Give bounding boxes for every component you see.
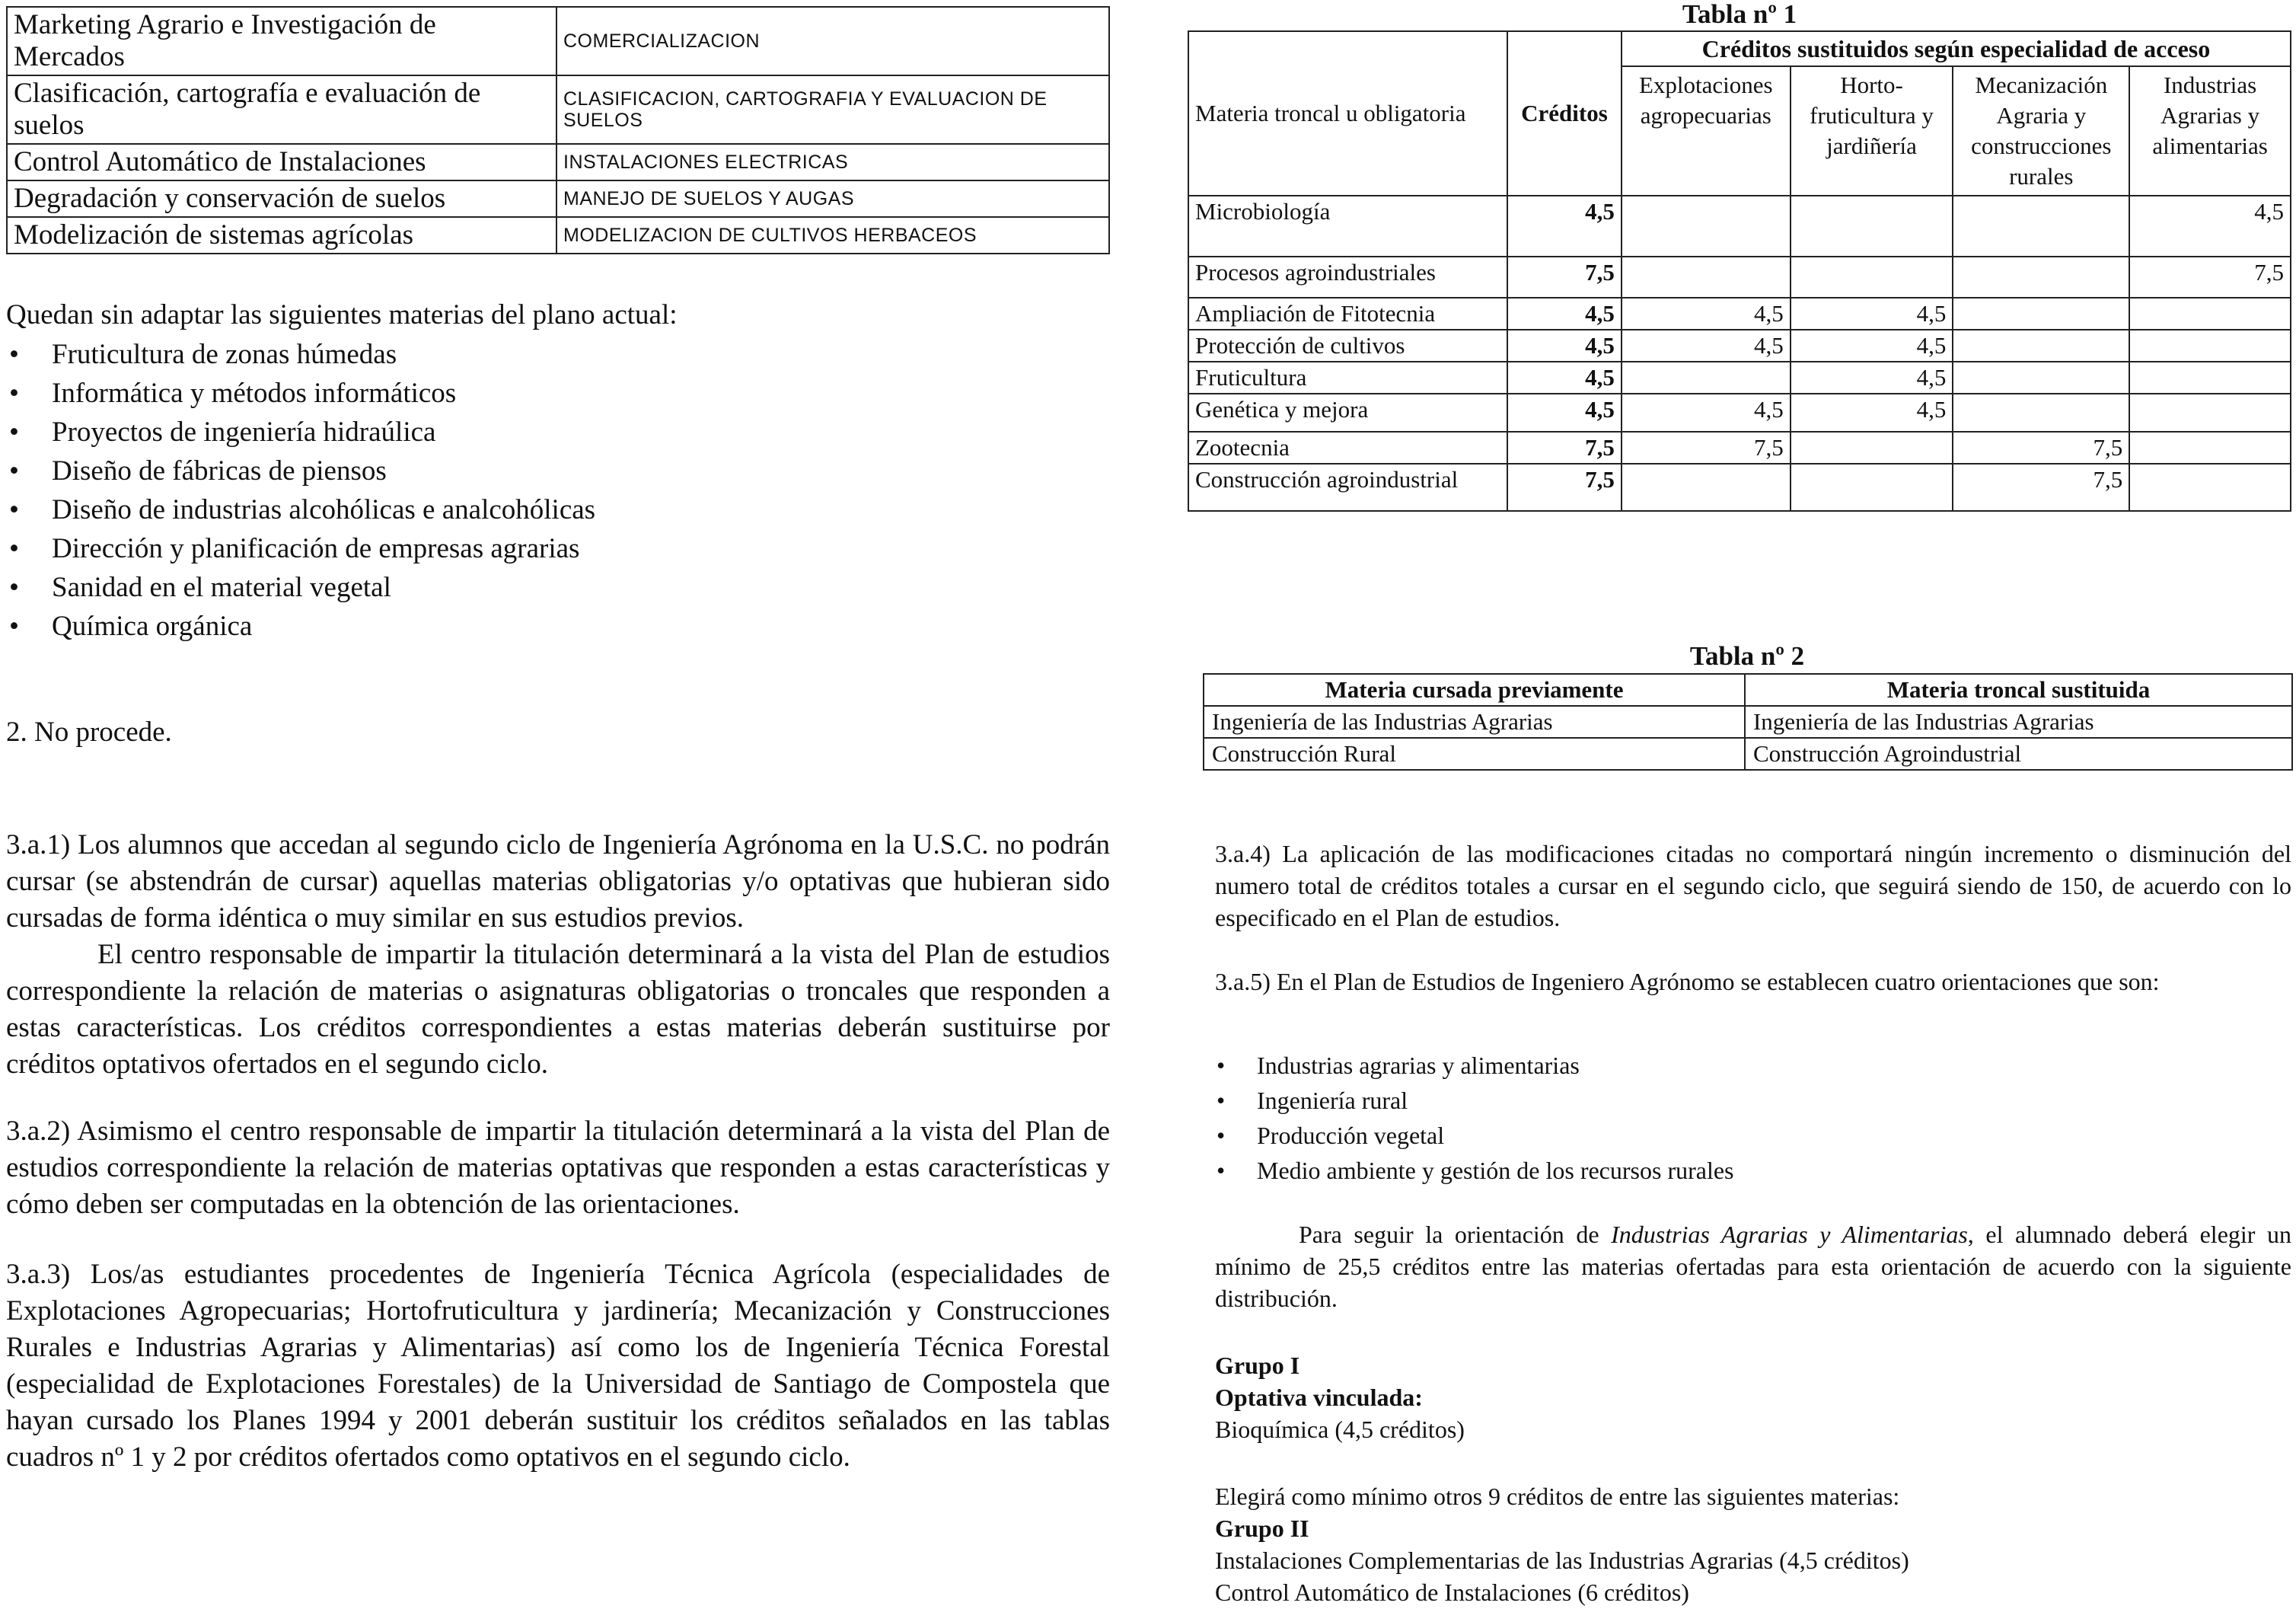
paragraph-3a3: 3.a.3) Los/as estudiantes procedentes de Ingeniería Técnica Agrícola (especialidades de Explotaciones Agropecuarias; Hortofruticultura y jardinería; Mecanización y Construcciones Rurales e Industrias Agrarias y Alimentarias) así como los de Ingeniería Técnica Forestal (especialidad de Explotaciones Forestales) de la Universidad de Santiago de Compostela que hayan cursado los Planes 1994 y 2001 deberán sustituir los créditos señalados en las tablas cuadros nº 1 y 2 por créditos ofertados como optativos en el segundo ciclo. [6,1259,1110,1473]
tabla1-value-cell: 4,5 [1622,330,1791,362]
current-subject-cell: Modelización de sistemas agrícolas [7,217,556,254]
unadapted-intro: Quedan sin adaptar las siguientes materias del plano actual: [6,299,678,330]
tabla1-value-cell [1622,196,1791,257]
tabla1-col-spec: Horto-fruticultura y jardiñería [1791,66,1953,196]
section-2-text: 2. No procede. [6,717,172,748]
tabla1-value-cell [1791,257,1953,298]
tabla1-row [1188,464,2291,511]
mapping-row [7,180,1109,217]
tabla1 [1188,30,2291,512]
tabla1-value-cell [1953,394,2129,432]
tabla1-value-cell: 7,5 [1953,464,2129,511]
tabla1-value-cell: 4,5 [2129,196,2291,257]
tabla2-header: Materia cursada previamente [1204,674,1745,706]
tabla1-col-spec: Industrias Agrarias y alimentarias [2129,66,2291,196]
previous-subject-cell: INSTALACIONES ELECTRICAS [556,144,1109,180]
tabla2-row [1204,738,2292,770]
orientations-list [1215,1048,2281,1188]
tabla1-materia-cell: Fruticultura [1188,362,1507,394]
tabla2-cell: Construcción Rural [1204,738,1745,770]
tabla1-materia-cell: Genética y mejora [1188,394,1507,432]
unadapted-subject-item: • Química orgánica [6,607,920,646]
paragraph-3a2: 3.a.2) Asimismo el centro responsable de impartir la titulación determinará a la vista del Plan de estudios correspondiente la relación de materias optativas que responden a estas características y cómo deben ser computadas en la obtención de las orientaciones. [6,1116,1110,1220]
tabla1-value-cell [2129,298,2291,330]
grupo1-item: Bioquímica (4,5 créditos) [1215,1416,1465,1443]
elegira-text: Elegirá como mínimo otros 9 créditos de entre las siguientes materias: [1215,1483,1900,1510]
tabla1-row [1188,394,2291,432]
tabla1-materia-cell: Ampliación de Fitotecnia [1188,298,1507,330]
tabla1-creditos-cell: 4,5 [1507,298,1622,330]
tabla2-row [1204,706,2292,738]
unadapted-subject-item: • Proyectos de ingeniería hidraúlica [6,413,920,452]
tabla1-body [1188,196,2291,511]
orientation-item: • Industrias agrarias y alimentarias [1215,1048,2281,1083]
tabla1-value-cell: 4,5 [1622,394,1791,432]
previous-subject-cell: COMERCIALIZACION [556,7,1109,75]
unadapted-subject-item: • Diseño de industrias alcohólicas e analcohólicas [6,490,920,529]
unadapted-subject-item: • Sanidad en el material vegetal [6,568,920,607]
orientation-text-before: Para seguir la orientación de [1299,1221,1612,1248]
tabla1-row [1188,298,2291,330]
tabla2-title: Tabla nº 2 [1689,641,1805,671]
tabla1-value-cell [1791,432,1953,464]
tabla1-value-cell: 4,5 [1622,298,1791,330]
unadapted-subject-item: • Diseño de fábricas de piensos [6,452,920,490]
paragraph-3a1 [6,827,1110,1083]
tabla2-body [1204,706,2292,770]
current-subject-cell: Degradación y conservación de suelos [7,180,556,217]
tabla1-col-spec: Explotaciones agropecuarias [1622,66,1791,196]
tabla1-value-cell [2129,330,2291,362]
subject-mapping-table [6,6,1110,254]
tabla1-group-header: Créditos sustituidos según especialidad de acceso [1622,31,2291,66]
tabla2-cell: Ingeniería de las Industrias Agrarias [1745,706,2292,738]
previous-subject-cell: MODELIZACION DE CULTIVOS HERBACEOS [556,217,1109,254]
tabla1-value-cell: 7,5 [1953,432,2129,464]
previous-subject-cell: MANEJO DE SUELOS Y AUGAS [556,180,1109,217]
tabla1-value-cell [1791,464,1953,511]
tabla1-row [1188,330,2291,362]
grupo1-title: Grupo I [1215,1352,1300,1379]
tabla1-value-cell [2129,362,2291,394]
grupo2-block [1215,1480,2281,1608]
tabla1-value-cell: 4,5 [1791,298,1953,330]
tabla1-value-cell [1953,330,2129,362]
tabla1-title: Tabla nº 1 [1682,0,1797,29]
tabla1-creditos-cell: 7,5 [1507,257,1622,298]
tabla1-col-spec: Mecanización Agraria y construcciones rurales [1953,66,2129,196]
unadapted-subject-item: • Informática y métodos informáticos [6,374,920,413]
tabla1-value-cell [1953,196,2129,257]
tabla2 [1203,673,2293,771]
tabla1-materia-cell: Construcción agroindustrial [1188,464,1507,511]
tabla1-value-cell [1953,257,2129,298]
tabla1-value-cell: 4,5 [1791,394,1953,432]
orientation-item: • Medio ambiente y gestión de los recursos rurales [1215,1153,2281,1188]
tabla2-cell: Ingeniería de las Industrias Agrarias [1204,706,1745,738]
tabla2-cell: Construcción Agroindustrial [1745,738,2292,770]
orientation-text-after: , el alumnado deberá elegir un mínimo de 25,5 créditos entre las materias ofertadas para esta orientación de acuerdo con la siguiente distribución. [1215,1221,2292,1312]
tabla1-row [1188,196,2291,257]
tabla1-materia-cell: Procesos agroindustriales [1188,257,1507,298]
tabla1-materia-cell: Protección de cultivos [1188,330,1507,362]
orientation-item: • Ingeniería rural [1215,1083,2281,1118]
tabla1-value-cell: 4,5 [1791,362,1953,394]
tabla1-value-cell [2129,432,2291,464]
paragraph-3a5: 3.a.5) En el Plan de Estudios de Ingeniero Agrónomo se establecen cuatro orientaciones que son: [1215,968,2160,995]
mapping-row [7,75,1109,144]
tabla1-creditos-cell: 4,5 [1507,362,1622,394]
tabla1-row [1188,257,2291,298]
tabla1-row [1188,432,2291,464]
paragraph-3a1-second: El centro responsable de impartir la titulación determinará a la vista del Plan de estudios correspondiente la relación de materias o asignaturas obligatorias o troncales que responden a estas características. Los créditos correspondientes a estas materias deberán sustituirse por créditos optativos ofertados en el segundo ciclo. [6,939,1110,1080]
tabla1-col-materia: Materia troncal u obligatoria [1188,31,1507,196]
tabla1-value-cell: 7,5 [2129,257,2291,298]
tabla1-row [1188,362,2291,394]
grupo2-item: Control Automático de Instalaciones (6 créditos) [1215,1579,1689,1606]
tabla1-value-cell [1953,362,2129,394]
grupo2-title: Grupo II [1215,1515,1309,1542]
grupo1-block [1215,1349,2281,1445]
tabla1-value-cell [1622,257,1791,298]
current-subject-cell: Control Automático de Instalaciones [7,144,556,180]
unadapted-subjects-list [6,335,920,646]
mapping-row [7,144,1109,180]
unadapted-subject-item: • Dirección y planificación de empresas agrarias [6,529,920,568]
orientation-name: Industrias Agrarias y Alimentarias [1611,1221,1968,1248]
tabla1-value-cell [2129,464,2291,511]
tabla1-creditos-cell: 4,5 [1507,330,1622,362]
tabla1-value-cell [2129,394,2291,432]
grupo2-item: Instalaciones Complementarias de las Industrias Agrarias (4,5 créditos) [1215,1547,1909,1574]
tabla1-value-cell: 7,5 [1622,432,1791,464]
tabla1-value-cell [1622,464,1791,511]
paragraph-3a4: 3.a.4) La aplicación de las modificaciones citadas no comportará ningún incremento o disminución del numero total de créditos totales a cursar en el segundo ciclo, que seguirá siendo de 150, de acuerdo con lo especificado en el Plan de estudios. [1215,840,2291,931]
tabla1-value-cell [1953,298,2129,330]
grupo1-subtitle: Optativa vinculada: [1215,1384,1423,1411]
current-subject-cell: Clasificación, cartografía e evaluación de suelos [7,75,556,144]
unadapted-subject-item: • Fruticultura de zonas húmedas [6,335,920,374]
orientation-item: • Producción vegetal [1215,1118,2281,1153]
tabla1-creditos-cell: 4,5 [1507,394,1622,432]
tabla1-materia-cell: Zootecnia [1188,432,1507,464]
tabla1-col-creditos: Créditos [1507,31,1622,196]
mapping-row [7,217,1109,254]
tabla2-header: Materia troncal sustituida [1745,674,2292,706]
paragraph-3a1-first: 3.a.1) Los alumnos que accedan al segundo ciclo de Ingeniería Agrónoma en la U.S.C. no podrán cursar (se abstendrán de cursar) aquellas materias obligatorias y/o optativas que hubieran sido cursadas de forma idéntica o muy similar en sus estudios previos. [6,829,1110,934]
tabla1-creditos-cell: 7,5 [1507,432,1622,464]
tabla1-creditos-cell: 7,5 [1507,464,1622,511]
mapping-row [7,7,1109,75]
subject-mapping-body [7,7,1109,254]
tabla1-materia-cell: Microbiología [1188,196,1507,257]
tabla1-value-cell: 4,5 [1791,330,1953,362]
current-subject-cell: Marketing Agrario e Investigación de Mercados [7,7,556,75]
orientation-paragraph [1215,1218,2291,1314]
tabla1-value-cell [1622,362,1791,394]
tabla1-value-cell [1791,196,1953,257]
previous-subject-cell: CLASIFICACION, CARTOGRAFIA Y EVALUACION DE SUELOS [556,75,1109,144]
tabla1-creditos-cell: 4,5 [1507,196,1622,257]
